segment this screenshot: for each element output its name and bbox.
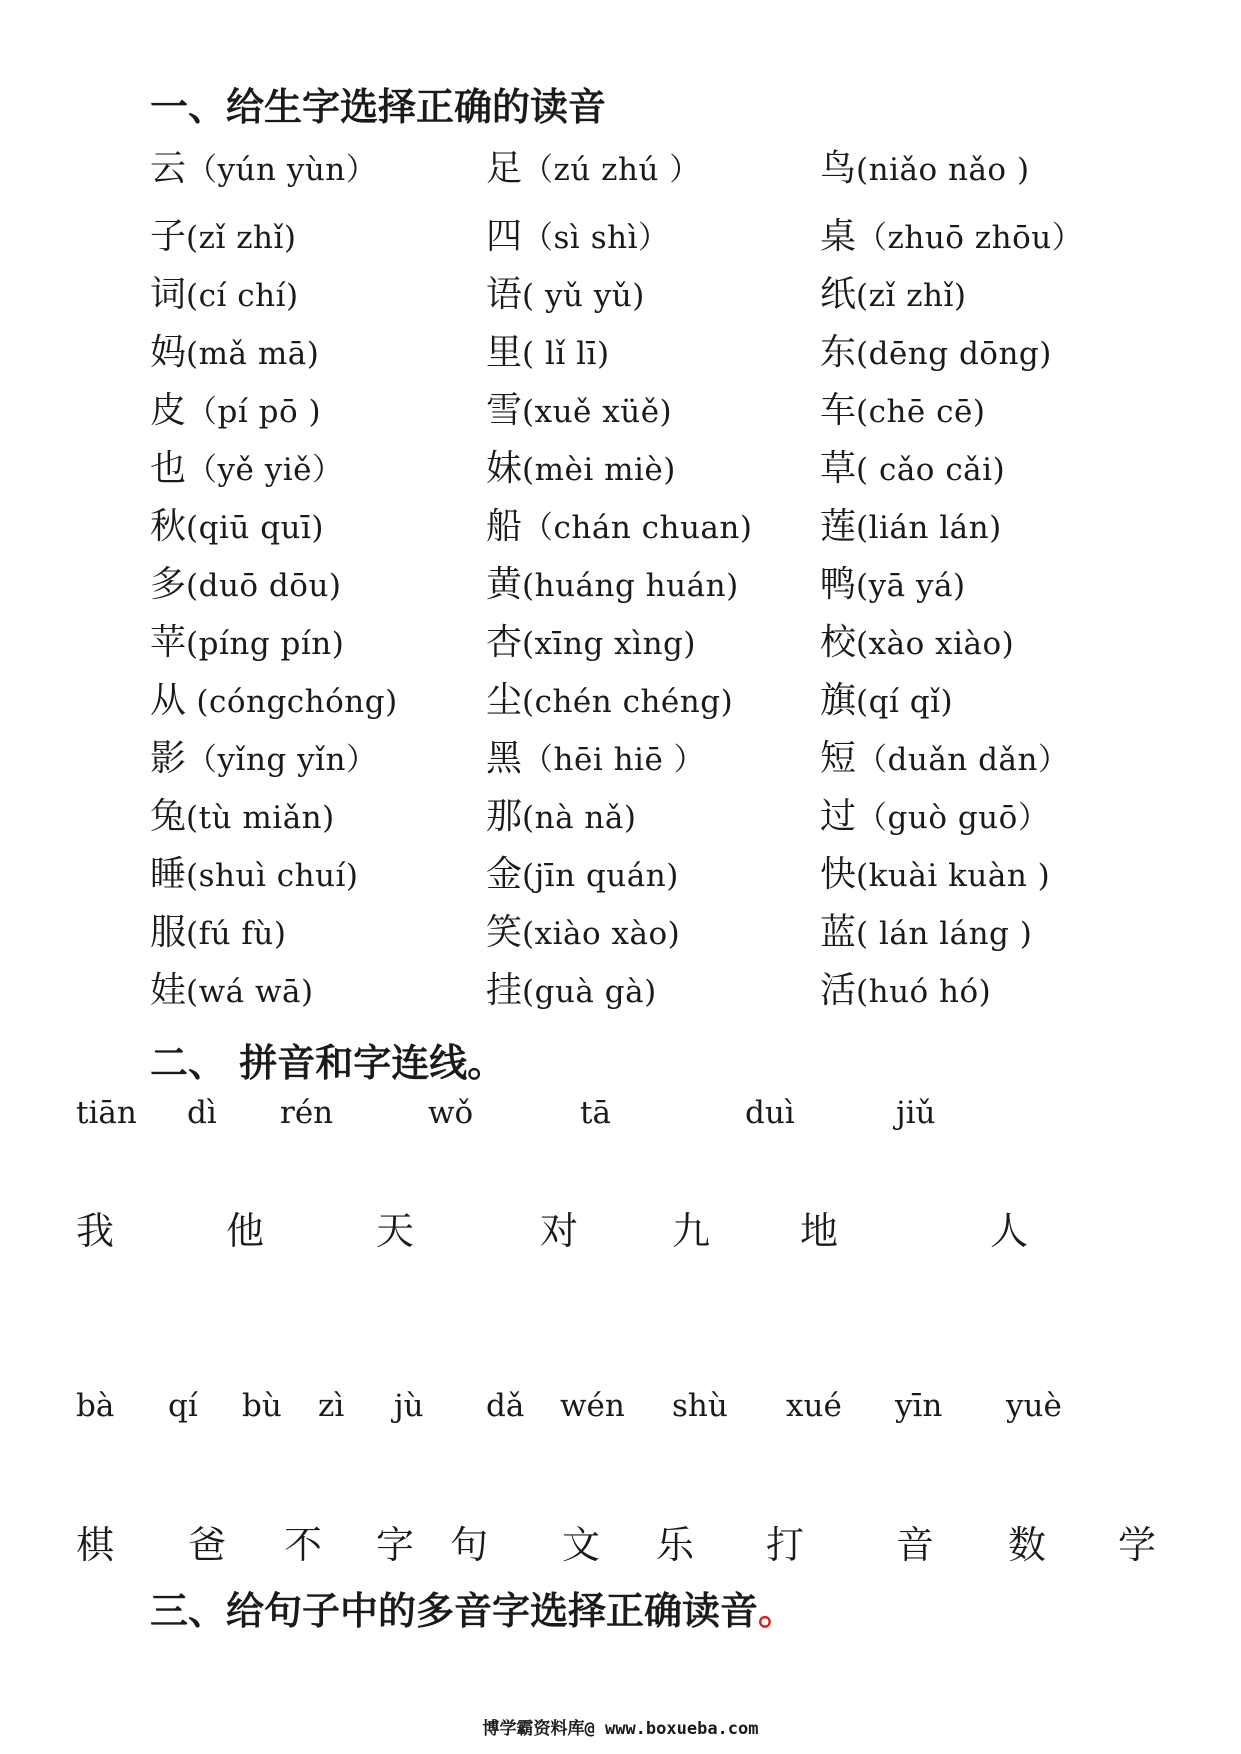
reading-item-char: 金 xyxy=(486,854,523,895)
reading-item-pinyin-options: (chē cē) xyxy=(856,394,986,430)
reading-item-char: 船 xyxy=(486,506,523,547)
reading-item xyxy=(486,730,705,781)
reading-item-pinyin-options: ( lǐ lī) xyxy=(522,336,610,372)
reading-item-char: 黑 xyxy=(486,738,523,779)
reading-item-pinyin-options: （sì shì） xyxy=(522,220,670,256)
match-char: 地 xyxy=(800,1209,839,1253)
match-char: 对 xyxy=(540,1209,579,1253)
reading-item xyxy=(486,788,636,839)
section1-title: 一、给生字选择正确的读音 xyxy=(150,85,607,129)
reading-item-pinyin-options: (jīn quán) xyxy=(522,858,679,894)
match-group2-char-row xyxy=(0,1514,1241,1567)
reading-item-pinyin-options: ( cǎo cǎi) xyxy=(856,452,1006,488)
reading-item-char: 皮 xyxy=(150,390,187,431)
section1-row xyxy=(150,730,1150,780)
reading-item-char: 蓝 xyxy=(820,912,857,953)
section1-row xyxy=(150,614,1150,664)
reading-item xyxy=(150,208,297,259)
reading-item xyxy=(486,498,752,549)
reading-item xyxy=(150,846,359,897)
match-char: 文 xyxy=(562,1523,601,1567)
reading-item xyxy=(820,208,1083,259)
match-pinyin: jiǔ xyxy=(896,1095,936,1131)
reading-item-pinyin-options: (qiū quī) xyxy=(186,510,325,546)
reading-item xyxy=(150,140,377,191)
match-group1-char-row xyxy=(0,1200,1241,1253)
reading-item-pinyin-options: (lián lán) xyxy=(856,510,1002,546)
reading-item-char: 莲 xyxy=(820,506,857,547)
reading-item-pinyin-options: (fú fù) xyxy=(186,916,287,952)
reading-item xyxy=(820,730,1069,781)
reading-item-char: 短 xyxy=(820,738,857,779)
section3-title-period: 。 xyxy=(758,1589,797,1633)
reading-item-char: 睡 xyxy=(150,854,187,895)
reading-item-pinyin-options: （yǐng yǐn） xyxy=(186,742,378,778)
reading-item-pinyin-options: (niǎo nǎo ) xyxy=(856,152,1030,188)
reading-item-pinyin-options: （yún yùn） xyxy=(186,152,378,188)
reading-item-char: 兔 xyxy=(150,796,187,837)
reading-item xyxy=(150,962,314,1013)
match-pinyin: rén xyxy=(280,1095,334,1131)
reading-item xyxy=(820,672,953,723)
reading-item-pinyin-options: (nà nǎ) xyxy=(522,800,637,836)
section1-row xyxy=(150,904,1150,954)
reading-item-char: 旗 xyxy=(820,680,857,721)
reading-item-char: 影 xyxy=(150,738,187,779)
reading-item-pinyin-options: (xīng xìng) xyxy=(522,626,696,662)
reading-item-pinyin-options: (píng pín) xyxy=(186,626,345,662)
section2-title: 二、 拼音和字连线。 xyxy=(150,1041,506,1085)
reading-item-pinyin-options: (chén chéng) xyxy=(522,684,734,720)
match-group1-pinyin-row xyxy=(0,1095,1241,1135)
section1-row xyxy=(150,382,1150,432)
reading-item-char: 过 xyxy=(820,796,857,837)
reading-item-pinyin-options: (zǐ zhǐ) xyxy=(186,220,297,256)
reading-item-char: 鸭 xyxy=(820,564,857,605)
match-pinyin: wǒ xyxy=(428,1095,474,1131)
reading-item-char: 活 xyxy=(820,970,857,1011)
match-char: 人 xyxy=(990,1209,1029,1253)
reading-item xyxy=(150,498,324,549)
match-pinyin: dǎ xyxy=(486,1388,525,1424)
section3-title-text: 三、给句子中的多音字选择正确读音 xyxy=(150,1589,759,1633)
section3-title xyxy=(150,1580,796,1635)
reading-item xyxy=(150,614,344,665)
match-char: 音 xyxy=(896,1523,935,1567)
reading-item-pinyin-options: (xiào xào) xyxy=(522,916,681,952)
reading-item xyxy=(486,266,645,317)
reading-item-pinyin-options: （guò guō） xyxy=(856,800,1050,836)
reading-item-pinyin-options: (huó hó) xyxy=(856,974,992,1010)
match-char: 句 xyxy=(450,1523,489,1567)
reading-item-char: 雪 xyxy=(486,390,523,431)
reading-item xyxy=(820,614,1014,665)
section1-row xyxy=(150,498,1150,548)
match-char: 不 xyxy=(284,1523,323,1567)
reading-item xyxy=(150,904,286,955)
reading-item-char: 杏 xyxy=(486,622,523,663)
match-pinyin: jù xyxy=(394,1388,424,1424)
reading-item-char: 那 xyxy=(486,796,523,837)
match-char: 棋 xyxy=(76,1523,115,1567)
reading-item-pinyin-options: (kuài kuàn ) xyxy=(856,858,1051,894)
reading-item-pinyin-options: (xuě xüě) xyxy=(522,394,673,430)
reading-item xyxy=(820,904,1032,955)
reading-item-pinyin-options: (duō dōu) xyxy=(186,568,342,604)
match-char: 爸 xyxy=(188,1523,227,1567)
reading-item-pinyin-options: (mǎ mā) xyxy=(186,336,320,372)
section1-row xyxy=(150,962,1150,1012)
reading-item-pinyin-options: （yě yiě） xyxy=(186,452,344,488)
reading-item-char: 里 xyxy=(486,332,523,373)
section1-row xyxy=(150,556,1150,606)
reading-item-char: 妹 xyxy=(486,448,523,489)
reading-item-char: 草 xyxy=(820,448,857,489)
reading-item-pinyin-options: (guà gà) xyxy=(522,974,657,1010)
reading-item-pinyin-options: （duǎn dǎn） xyxy=(856,742,1070,778)
reading-item-char: 娃 xyxy=(150,970,187,1011)
match-pinyin: dì xyxy=(187,1095,217,1131)
match-pinyin: xué xyxy=(786,1388,842,1424)
reading-item xyxy=(486,382,672,433)
reading-item-char: 挂 xyxy=(486,970,523,1011)
reading-item-char: 多 xyxy=(150,564,187,605)
match-char: 天 xyxy=(376,1209,415,1253)
reading-item-char: 纸 xyxy=(820,274,857,315)
reading-item-pinyin-options: (zǐ zhǐ) xyxy=(856,278,967,314)
reading-item-pinyin-options: (cóngchóng) xyxy=(186,684,398,720)
match-char: 字 xyxy=(376,1523,415,1567)
footer-watermark: 博学霸资料库@ www.boxueba.com xyxy=(482,1719,759,1739)
reading-item xyxy=(820,266,967,317)
reading-item xyxy=(486,140,701,191)
match-pinyin: duì xyxy=(745,1095,795,1131)
reading-item-char: 校 xyxy=(820,622,857,663)
reading-item xyxy=(150,266,299,317)
reading-item-char: 桌 xyxy=(820,216,857,257)
match-pinyin: qí xyxy=(168,1388,198,1424)
reading-item xyxy=(150,440,344,491)
reading-item-pinyin-options: ( yǔ yǔ) xyxy=(522,278,645,314)
section1-row xyxy=(150,208,1150,258)
reading-item xyxy=(486,672,733,723)
match-pinyin: yīn xyxy=(895,1388,943,1424)
reading-item-char: 语 xyxy=(486,274,523,315)
reading-item xyxy=(150,672,398,723)
reading-item-char: 笑 xyxy=(486,912,523,953)
reading-item-char: 四 xyxy=(486,216,523,257)
match-char: 我 xyxy=(76,1209,115,1253)
match-group2-pinyin-row xyxy=(0,1388,1241,1428)
section1-row xyxy=(150,440,1150,490)
match-pinyin: bù xyxy=(242,1388,282,1424)
reading-item-pinyin-options: (qí qǐ) xyxy=(856,684,954,720)
reading-item-char: 也 xyxy=(150,448,187,489)
reading-item xyxy=(486,324,610,375)
section1-row xyxy=(150,266,1150,316)
match-char: 打 xyxy=(766,1523,805,1567)
reading-item xyxy=(486,962,657,1013)
section1-row xyxy=(150,324,1150,374)
reading-item xyxy=(820,324,1052,375)
reading-item-pinyin-options: (xào xiào) xyxy=(856,626,1015,662)
match-pinyin: shù xyxy=(672,1388,728,1424)
match-char: 学 xyxy=(1118,1523,1157,1567)
section1-row xyxy=(150,788,1150,838)
match-char: 乐 xyxy=(656,1523,695,1567)
reading-item-char: 黄 xyxy=(486,564,523,605)
reading-item-char: 妈 xyxy=(150,332,187,373)
reading-item-char: 鸟 xyxy=(820,148,857,189)
reading-item xyxy=(820,846,1050,897)
match-pinyin: zì xyxy=(318,1388,345,1424)
reading-item xyxy=(486,614,696,665)
reading-item-pinyin-options: (mèi miè) xyxy=(522,452,676,488)
reading-item xyxy=(486,208,669,259)
match-pinyin: tiān xyxy=(76,1095,137,1131)
reading-item-pinyin-options: （zú zhú ） xyxy=(522,152,701,188)
reading-item-pinyin-options: (wá wā) xyxy=(186,974,314,1010)
reading-item xyxy=(820,382,985,433)
reading-item-pinyin-options: (dēng dōng) xyxy=(856,336,1052,372)
reading-item-pinyin-options: ( lán láng ) xyxy=(856,916,1033,952)
reading-item-char: 东 xyxy=(820,332,857,373)
reading-item xyxy=(150,788,335,839)
reading-item xyxy=(820,556,966,607)
reading-item-char: 词 xyxy=(150,274,187,315)
reading-item-pinyin-options: (tù miǎn) xyxy=(186,800,335,836)
reading-item xyxy=(820,140,1030,191)
reading-item xyxy=(150,324,319,375)
reading-item xyxy=(820,788,1049,839)
reading-item xyxy=(150,382,321,433)
reading-item xyxy=(486,556,739,607)
reading-item-char: 苹 xyxy=(150,622,187,663)
reading-item-char: 服 xyxy=(150,912,187,953)
reading-item xyxy=(486,846,679,897)
reading-item-pinyin-options: (huáng huán) xyxy=(522,568,739,604)
reading-item xyxy=(820,498,1002,549)
reading-item-pinyin-options: （chán chuan) xyxy=(522,510,753,546)
reading-item-pinyin-options: （hēi hiē ） xyxy=(522,742,706,778)
reading-item-char: 车 xyxy=(820,390,857,431)
reading-item-pinyin-options: (cí chí) xyxy=(186,278,299,314)
reading-item xyxy=(486,440,676,491)
reading-item-char: 快 xyxy=(820,854,857,895)
match-char: 他 xyxy=(226,1209,265,1253)
reading-item xyxy=(150,730,378,781)
section1-row xyxy=(150,846,1150,896)
match-char: 九 xyxy=(672,1209,711,1253)
reading-item xyxy=(820,962,991,1013)
reading-item-pinyin-options: （pí pō ) xyxy=(186,394,322,430)
section1-row xyxy=(150,140,1150,190)
reading-item xyxy=(486,904,680,955)
match-pinyin: wén xyxy=(560,1388,625,1424)
reading-item-char: 秋 xyxy=(150,506,187,547)
reading-item-char: 足 xyxy=(486,148,523,189)
match-pinyin: yuè xyxy=(1006,1388,1062,1424)
reading-item-char: 云 xyxy=(150,148,187,189)
match-pinyin: bà xyxy=(76,1388,115,1424)
reading-item-char: 从 xyxy=(150,680,187,721)
reading-item-pinyin-options: (yā yá) xyxy=(856,568,966,604)
reading-item xyxy=(820,440,1005,491)
reading-item-char: 子 xyxy=(150,216,187,257)
reading-item-pinyin-options: （zhuō zhōu） xyxy=(856,220,1084,256)
section1-row xyxy=(150,672,1150,722)
reading-item xyxy=(150,556,342,607)
reading-item-pinyin-options: (shuì chuí) xyxy=(186,858,359,894)
match-pinyin: tā xyxy=(580,1095,611,1131)
match-char: 数 xyxy=(1008,1523,1047,1567)
reading-item-char: 尘 xyxy=(486,680,523,721)
